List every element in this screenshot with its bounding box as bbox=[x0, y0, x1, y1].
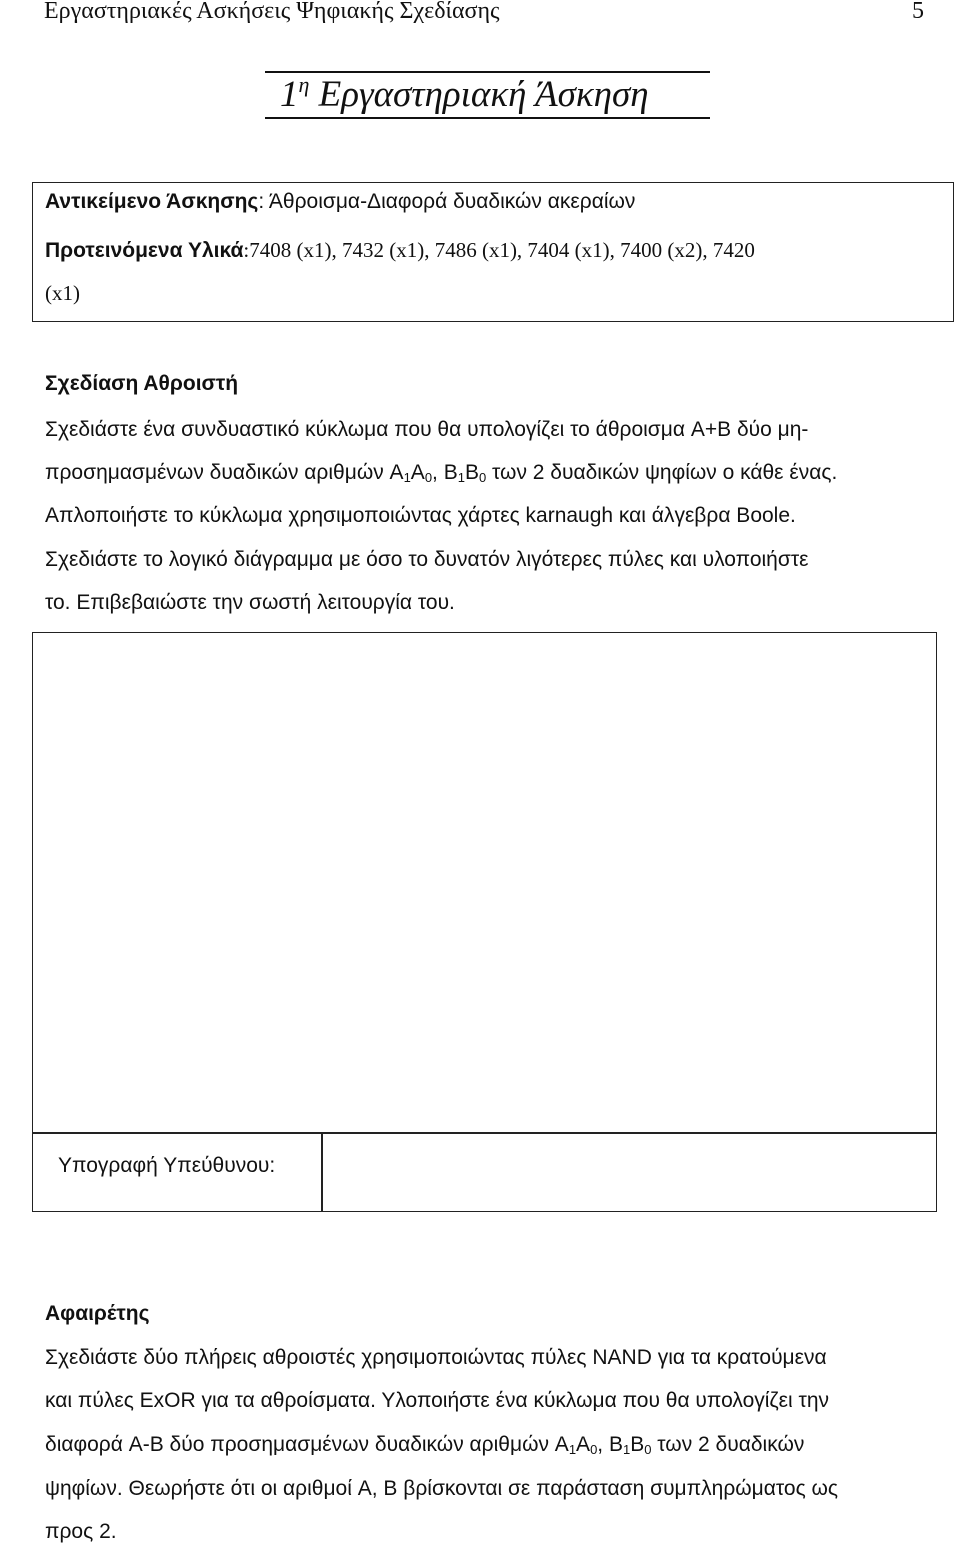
title-text: Εργαστηριακή Άσκηση bbox=[309, 74, 649, 115]
subscript: 0 bbox=[424, 470, 433, 485]
text-run: B bbox=[464, 461, 479, 484]
materials-line bbox=[45, 238, 755, 263]
page-header-title: Εργαστηριακές Ασκήσεις Ψηφιακής Σχεδίασης bbox=[44, 0, 500, 24]
text-run: A bbox=[410, 461, 425, 484]
subscript: 0 bbox=[590, 1442, 598, 1457]
text-run: , B bbox=[597, 1433, 623, 1456]
page-number: 5 bbox=[912, 0, 924, 24]
adder-text-line: Απλοποιήστε το κύκλωμα χρησιμοποιώντας χάρτες karnaugh και άλγεβρα Boole. bbox=[45, 504, 796, 527]
title-rule-bottom bbox=[265, 117, 710, 119]
subscript: 0 bbox=[644, 1442, 652, 1457]
adder-text-line bbox=[45, 461, 837, 485]
title-ordinal: 1 bbox=[280, 74, 299, 115]
materials-label: Προτεινόμενα Υλικά bbox=[45, 239, 244, 262]
subtractor-text-line: ψηφίων. Θεωρήστε ότι οι αριθμοί A, B βρίσκονται σε παράσταση συμπληρώματος ως bbox=[45, 1477, 839, 1500]
subscript: 1 bbox=[403, 470, 411, 485]
materials-value: :7408 (x1), 7432 (x1), 7486 (x1), 7404 (x1), 7400 (x2), 7420 bbox=[243, 238, 755, 262]
subtractor-text-line: προς 2. bbox=[45, 1520, 117, 1543]
signature-field-divider bbox=[321, 1132, 323, 1211]
text-run: προσημασμένων δυαδικών αριθμών A bbox=[45, 461, 404, 484]
text-run: A bbox=[576, 1433, 591, 1456]
text-run: των 2 δυαδικών ψηφίων ο κάθε ένας. bbox=[486, 461, 838, 484]
subtractor-text-line: Σχεδιάστε δύο πλήρεις αθροιστές χρησιμοποιώντας πύλες NAND για τα κρατούμενα bbox=[45, 1346, 827, 1369]
subtractor-text-line bbox=[45, 1433, 804, 1457]
objective-line bbox=[45, 190, 635, 214]
adder-text-line: Σχεδιάστε ένα συνδυαστικό κύκλωμα που θα υπολογίζει το άθροισμα A+B δύο μη- bbox=[45, 418, 809, 441]
text-run: , B bbox=[432, 461, 458, 484]
adder-text-line: το. Επιβεβαιώστε την σωστή λειτουργία του. bbox=[45, 591, 455, 614]
text-run: B bbox=[630, 1433, 645, 1456]
signature-divider bbox=[33, 1132, 936, 1134]
subscript: 1 bbox=[457, 470, 465, 485]
title-ordinal-suffix: η bbox=[298, 72, 310, 97]
subscript: 1 bbox=[568, 1442, 577, 1457]
objective-label: Αντικείμενο Άσκησης bbox=[45, 190, 259, 213]
text-run: διαφορά A-B δύο προσημασμένων δυαδικών αριθμών A bbox=[45, 1433, 569, 1456]
materials-line-continued: (x1) bbox=[45, 281, 80, 305]
page-title bbox=[280, 73, 649, 117]
objective-separator: : bbox=[258, 190, 265, 213]
subtractor-text-line: και πύλες ExOR για τα αθροίσματα. Υλοποιήστε ένα κύκλωμα που θα υπολογίζει την bbox=[45, 1389, 830, 1412]
objective-box bbox=[32, 182, 954, 322]
subscript: 0 bbox=[478, 470, 487, 485]
signature-label: Υπογραφή Υπεύθυνου: bbox=[58, 1154, 276, 1177]
subtractor-heading: Αφαιρέτης bbox=[45, 1302, 150, 1325]
adder-text-line: Σχεδιάστε το λογικό διάγραμμα με όσο το δυνατόν λιγότερες πύλες και υλοποιήστε bbox=[45, 548, 809, 571]
text-run: των 2 δυαδικών bbox=[651, 1433, 805, 1456]
objective-value: Άθροισμα-Διαφορά δυαδικών ακεραίων bbox=[268, 190, 636, 213]
subscript: 1 bbox=[622, 1442, 631, 1457]
adder-heading: Σχεδίαση Αθροιστή bbox=[45, 372, 239, 395]
drawing-area bbox=[32, 632, 937, 1212]
